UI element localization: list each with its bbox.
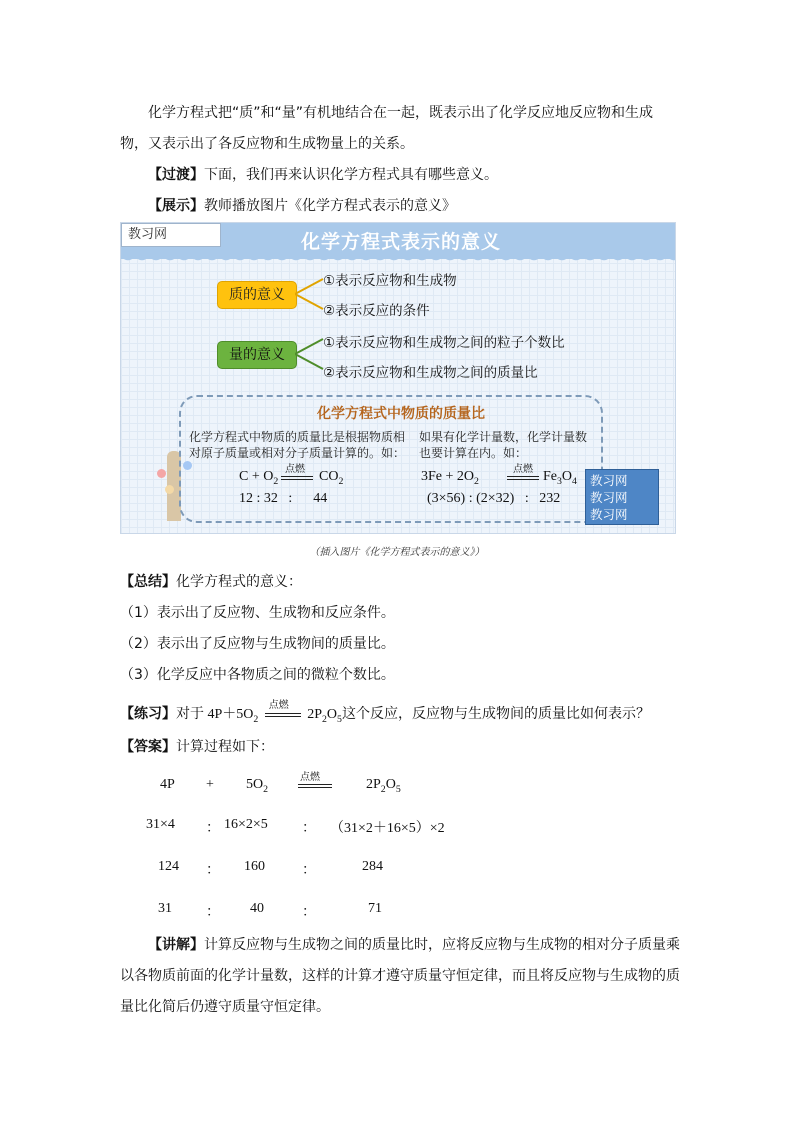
- summary-tag: 【总结】: [120, 574, 176, 590]
- calc-r2-sep1: ：: [206, 821, 220, 836]
- practice-condition: 点燃: [268, 700, 289, 711]
- left-equation-condition: 点燃: [285, 464, 305, 475]
- calc-r4-c3: 40: [250, 901, 264, 916]
- practice-condition-arrow: [263, 700, 303, 724]
- left-equation-product: $CO_2$: [319, 469, 344, 487]
- right-equation-condition: 点燃: [513, 464, 533, 475]
- left-equation-reactants: $C + O_2$: [239, 469, 279, 487]
- explain-line1: [148, 935, 708, 955]
- calc-r3-c3: 160: [244, 859, 265, 874]
- watermark-box: 教习网 教习网 教习网: [585, 469, 659, 525]
- tree-dot: [165, 485, 174, 494]
- paragraph-intro-line2: 物，又表示出了各反应物和生成物量上的关系。: [120, 136, 414, 152]
- quantity-item-1: ①表示反应物和生成物之间的粒子个数比: [323, 335, 565, 351]
- show-text: 教师播放图片《化学方程式表示的意义》: [204, 198, 456, 214]
- right-equation-product: $Fe_3O_4$: [543, 469, 577, 487]
- left-equation-equals: [281, 476, 313, 480]
- transition-tag: 【过渡】: [148, 167, 204, 183]
- right-equation-ratio: (3×56) : (2×32) : 232: [427, 491, 561, 506]
- summary-item-3: （3）化学反应中各物质之间的微粒个数比。: [120, 667, 395, 683]
- practice-equation-right: $2P_2O_5$: [307, 707, 342, 725]
- right-equation-reactants: $3Fe + 2O_2$: [421, 469, 479, 487]
- figure-title: 化学方程式表示的意义: [300, 231, 501, 253]
- right-text-line1: 如果有化学计量数，化学计量数: [419, 430, 588, 444]
- calc-r1-c3: $5O_2$: [246, 777, 269, 795]
- calc-r1-c4: $2P_2O_5$: [366, 777, 401, 795]
- figure-banner-scallop: [121, 253, 675, 267]
- quantity-branch-lines: [295, 329, 325, 379]
- left-text-line1: 化学方程式中物质的质量比是根据物质相: [189, 430, 406, 444]
- show-tag: 【展示】: [148, 198, 204, 214]
- transition-line: [148, 165, 708, 185]
- answer-text: 计算过程如下：: [176, 739, 274, 755]
- calc-r3-sep2: ：: [302, 863, 316, 878]
- explain-tag: 【讲解】: [148, 937, 204, 953]
- calc-r2-c3: 16×2×5: [224, 817, 268, 832]
- calc-r2-c5: （31×2＋16×5）×2: [330, 821, 445, 836]
- left-text-line2: 对原子质量或相对分子质量计算的。如：: [189, 446, 406, 460]
- quality-meaning-tag: 质的意义: [217, 281, 297, 309]
- answer-tag: 【答案】: [120, 739, 176, 755]
- left-equation-ratio: 12 : 32 : 44: [239, 491, 328, 506]
- calc-r2-sep2: ：: [302, 821, 316, 836]
- calc-r3-sep1: ：: [206, 863, 220, 878]
- quality-item-1: ①表示反应物和生成物: [323, 273, 457, 289]
- calc-r3-c1: 124: [158, 859, 179, 874]
- calc-r1-equals: [298, 784, 332, 788]
- explain-line3: 量比化简后仍遵守质量守恒定律。: [120, 999, 330, 1015]
- show-line: [148, 196, 708, 216]
- calc-r1-c1: 4P: [160, 777, 175, 792]
- quantity-item-2: ②表示反应物和生成物之间的质量比: [323, 365, 538, 381]
- calc-r1-plus: +: [206, 777, 214, 792]
- calc-r4-c5: 71: [368, 901, 382, 916]
- calc-r4-sep1: ：: [206, 905, 220, 920]
- right-equation-equals: [507, 476, 539, 480]
- practice-equation-left: 对于 $4P+5O_2$: [176, 707, 259, 725]
- transition-text: 下面，我们再来认识化学方程式具有哪些意义。: [204, 167, 498, 183]
- explain-line2: 以各物质前面的化学计量数，这样的计算才遵守质量守恒定律，而且将反应物与生成物的质: [120, 968, 680, 984]
- quality-item-2: ②表示反应的条件: [323, 303, 430, 319]
- right-text-line2: 也要计算在内。如：: [419, 446, 528, 460]
- practice-line: [120, 700, 680, 730]
- calc-r2-c1: 31×4: [146, 817, 175, 832]
- calc-r4-c1: 31: [158, 901, 172, 916]
- quality-branch-lines: [295, 269, 325, 319]
- calc-r3-c5: 284: [362, 859, 383, 874]
- calc-r4-sep2: ：: [302, 905, 316, 920]
- summary-line: [120, 572, 680, 592]
- answer-line: [120, 737, 680, 757]
- summary-item-1: （1）表示出了反应物、生成物和反应条件。: [120, 605, 395, 621]
- figure-caption: （插入图片《化学方程式表示的意义》）: [309, 547, 485, 558]
- explain-text-1: 计算反应物与生成物之间的质量比时，应将反应物与生成物的相对分子质量乘: [204, 937, 680, 953]
- figure-chemical-equation-meaning: [120, 222, 676, 534]
- quantity-meaning-tag: 量的意义: [217, 341, 297, 369]
- paragraph-intro-line1: 化学方程式把“质”和“量”有机地结合在一起，既表示出了化学反应地反应物和生成: [148, 105, 654, 121]
- summary-text: 化学方程式的意义：: [176, 574, 302, 590]
- summary-item-2: （2）表示出了反应物与生成物间的质量比。: [120, 636, 395, 652]
- watermark-top: 教习网: [121, 223, 221, 247]
- mass-ratio-box-title: 化学方程式中物质的质量比: [317, 406, 485, 422]
- calc-r1-condition: 点燃: [300, 772, 320, 783]
- tree-dot: [157, 469, 166, 478]
- practice-tag: 【练习】: [120, 706, 176, 722]
- practice-rest: 这个反应，反应物与生成物间的质量比如何表示？: [341, 706, 650, 722]
